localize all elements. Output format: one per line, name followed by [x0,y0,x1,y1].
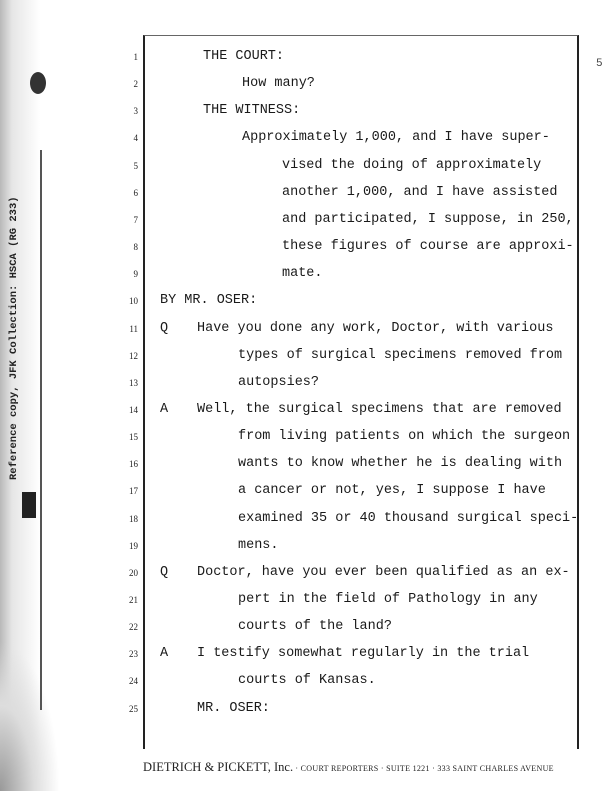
scan-corner-shadow [0,640,60,791]
footer-address: 333 SAINT CHARLES AVENUE [437,764,554,773]
transcript-line: A [160,646,169,662]
footer-role: COURT REPORTERS [300,764,379,773]
transcript-line: courts of Kansas. [238,673,376,689]
line-number: 18 [129,513,138,524]
footer-suite: SUITE 1221 [386,764,430,773]
line-number: 5 [133,160,138,171]
line-number: 1 [133,52,138,62]
transcript-line: BY MR. OSER: [160,293,258,309]
line-number: 25 [129,703,138,714]
line-number: 10 [129,296,138,307]
binding-line [40,150,42,710]
line-number: 19 [129,540,138,551]
transcript-line: Q [160,320,169,336]
line-number: 13 [129,377,138,388]
line-number: 15 [129,432,138,443]
line-number: 14 [129,404,138,415]
line-number: 4 [133,133,138,144]
stamp-mark [22,492,36,518]
line-number: 22 [129,622,138,633]
transcript-line: THE COURT: [203,49,285,64]
line-number: 2 [133,79,138,90]
transcript-line: How many? [242,76,315,92]
transcript-line: wants to know whether he is dealing with [238,456,563,472]
transcript-line: another 1,000, and I have assisted [282,184,558,200]
transcript-line: and participated, I suppose, in 250, [282,211,574,227]
transcript-line: autopsies? [238,374,320,390]
line-number: 8 [133,242,138,253]
transcript-line: Q [160,564,169,580]
transcript-line: from living patients on which the surgeon [238,429,571,445]
line-number: 3 [133,106,138,117]
footer-sep: · [293,764,301,773]
transcript-line: Have you done any work, Doctor, with various [197,320,554,336]
page-number: 5 [596,58,603,70]
reference-stamp: Reference copy, JFK Collection: HSCA (RG 233) [8,196,20,480]
transcript-line: mate. [282,266,323,282]
line-number: 20 [129,567,138,578]
transcript-line: Well, the surgical specimens that are removed [197,401,562,417]
line-number: 17 [129,486,138,497]
transcript-line: mens. [238,537,279,553]
transcript-line: I testify somewhat regularly in the trial [197,646,530,662]
transcript-line: Doctor, have you ever been qualified as an ex- [197,564,570,580]
line-number: 12 [129,350,138,361]
footer-firm: DIETRICH & PICKETT, Inc. [143,760,294,774]
transcript-line: a cancer or not, yes, I suppose I have [238,483,546,499]
transcript-line: types of surgical specimens removed from [238,347,563,363]
line-number: 7 [133,214,138,225]
transcript-line: A [160,401,169,417]
transcript-line: THE WITNESS: [203,103,301,119]
transcript-line: Approximately 1,000, and I have super- [242,130,550,146]
line-number: 6 [133,187,138,198]
footer-sep: · [429,764,438,773]
transcript-line: pert in the field of Pathology in any [238,592,538,607]
line-number: 24 [129,676,138,687]
transcript-line: examined 35 or 40 thousand surgical speci- [238,510,579,526]
line-number: 23 [129,649,138,660]
footer-sep: · [378,764,387,773]
footer [143,760,554,775]
line-number: 21 [129,595,138,605]
transcript-line: vised the doing of approximately [282,157,542,173]
line-number: 9 [133,269,138,280]
transcript-line: courts of the land? [238,619,392,635]
line-number: 16 [129,459,138,470]
binding-hole [30,72,46,94]
transcript-line: these figures of course are approxi- [282,239,574,255]
transcript-line: MR. OSER: [197,700,270,716]
line-number: 11 [129,323,138,334]
